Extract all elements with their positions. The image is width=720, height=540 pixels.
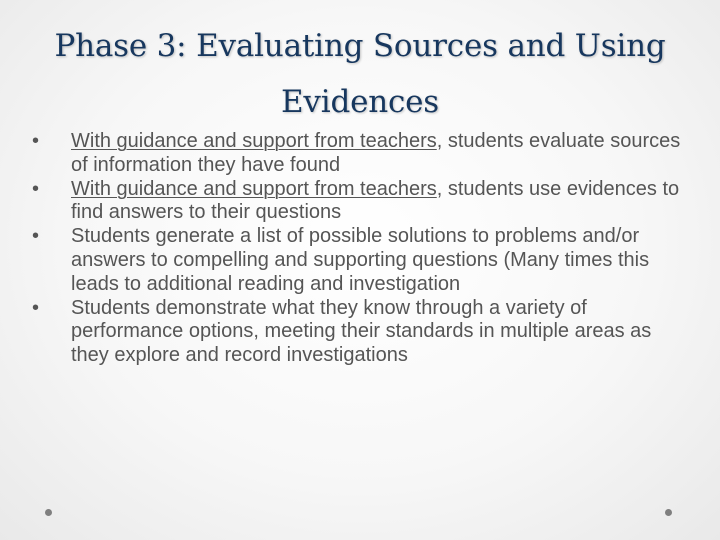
bullet-text: , students use evidences to find answers to their questions [71,177,680,224]
slide-title-line-1: Phase 3: Evaluating Sources and Using [54,28,666,64]
slide-title [20,18,700,130]
bullet-text: , students evaluate sources of information they have found [71,130,681,176]
bullet-underlined-text: With guidance and support from teachers [71,130,437,152]
slide-title-line-2: Evidences [280,84,440,120]
bullet-item-4 [52,297,692,368]
bullet-item-1 [52,130,692,178]
bullet-item-3 [52,225,692,296]
bullet-list [52,130,692,368]
decorative-dot-left [45,509,52,516]
bullet-text: Students demonstrate what they know through a variety of performance options, meeting their standards in multiple areas as they explore and record investigations [71,296,652,367]
bullet-item-2 [52,178,692,226]
decorative-dot-right [665,509,672,516]
bullet-underlined-text: With guidance and support from teachers [71,177,437,200]
bullet-text: Students generate a list of possible solutions to problems and/or answers to compelling and supporting questions (Many times this leads to additional reading and investigation [71,225,650,295]
